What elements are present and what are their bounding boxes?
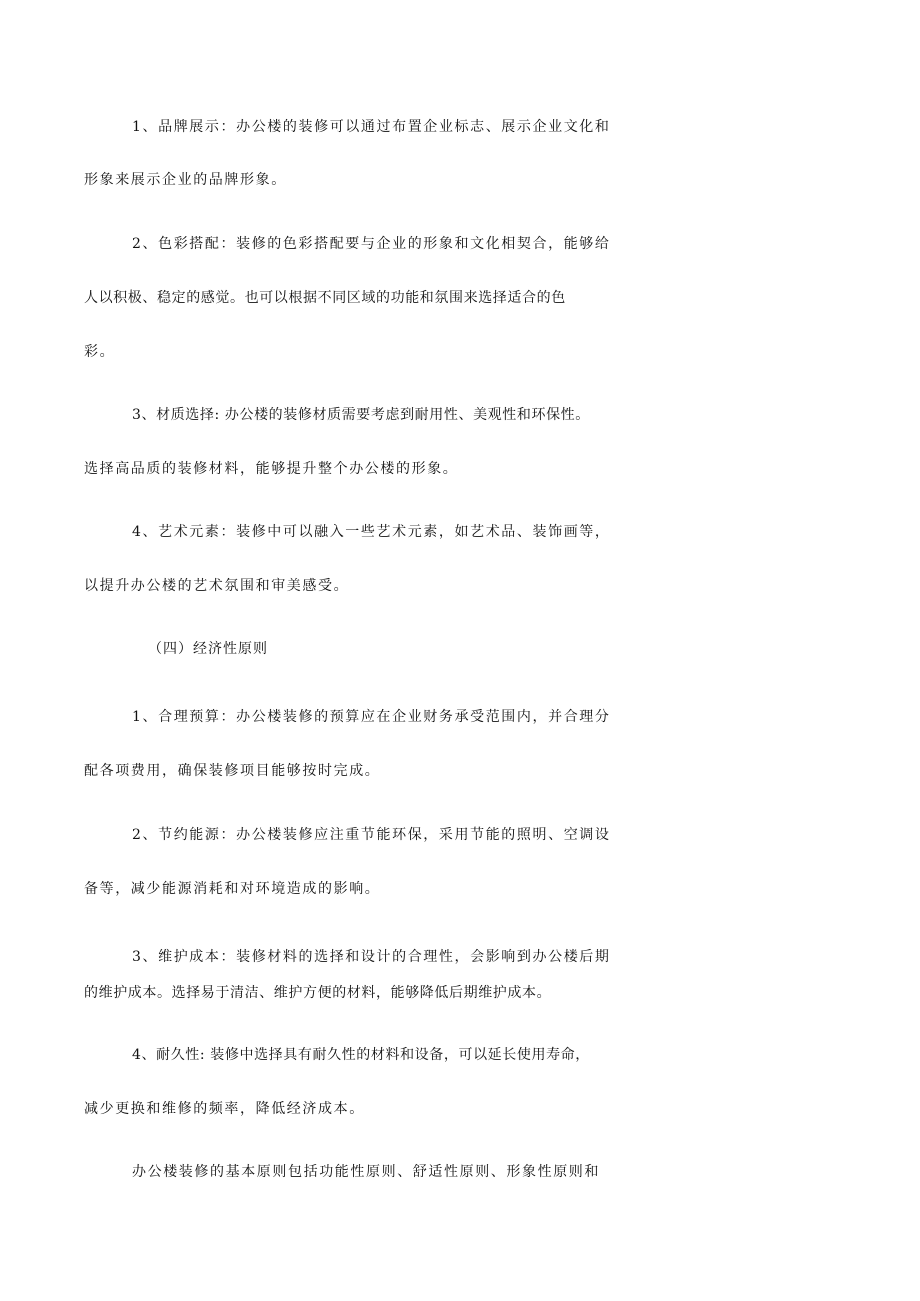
summary-line-1: 办公楼装修的基本原则包括功能性原则、舒适性原则、形象性原则和	[132, 1164, 600, 1180]
paragraph-8-line-1: 4、耐久性: 装修中选择具有耐久性的材料和设备，可以延长使用寿命，	[132, 1047, 590, 1063]
paragraph-4-line-2: 以提升办公楼的艺术氛围和审美感受。	[84, 578, 350, 594]
paragraph-1-line-1: 1、品牌展示：办公楼的装修可以通过布置企业标志、展示企业文化和	[132, 119, 611, 135]
paragraph-6-line-1: 2、节约能源：办公楼装修应注重节能环保，采用节能的照明、空调设	[132, 827, 611, 843]
paragraph-2-line-3: 彩。	[84, 344, 116, 360]
paragraph-8-line-2: 减少更换和维修的频率，降低经济成本。	[84, 1101, 365, 1117]
paragraph-5-line-1: 1、合理预算：办公楼装修的预算应在企业财务承受范围内，并合理分	[132, 709, 611, 725]
paragraph-2-line-1: 2、色彩搭配：装修的色彩搭配要与企业的形象和文化相契合，能够给	[132, 236, 611, 252]
paragraph-3-line-1: 3、材质选择: 办公楼的装修材质需要考虑到耐用性、美观性和环保性。	[132, 407, 590, 423]
paragraph-2-line-2: 人以积极、稳定的感觉。也可以根据不同区域的功能和氛围来选择适合的色	[84, 290, 566, 306]
paragraph-5-line-2: 配各项费用，确保装修项目能够按时完成。	[84, 763, 381, 779]
paragraph-4-line-1: 4、艺术元素：装修中可以融入一些艺术元素，如艺术品、装饰画等，	[132, 524, 611, 540]
section-heading: （四）经济性原则	[148, 641, 268, 657]
paragraph-7-line-1: 3、维护成本：装修材料的选择和设计的合理性，会影响到办公楼后期	[132, 949, 611, 965]
paragraph-6-line-2: 备等，减少能源消耗和对环境造成的影响。	[84, 881, 381, 897]
paragraph-1-line-2: 形象来展示企业的品牌形象。	[84, 172, 287, 188]
paragraph-7-line-2: 的维护成本。选择易于清洁、维护方便的材料，能够降低后期维护成本。	[84, 985, 552, 1001]
paragraph-3-line-2: 选择高品质的装修材料，能够提升整个办公楼的形象。	[84, 461, 459, 477]
